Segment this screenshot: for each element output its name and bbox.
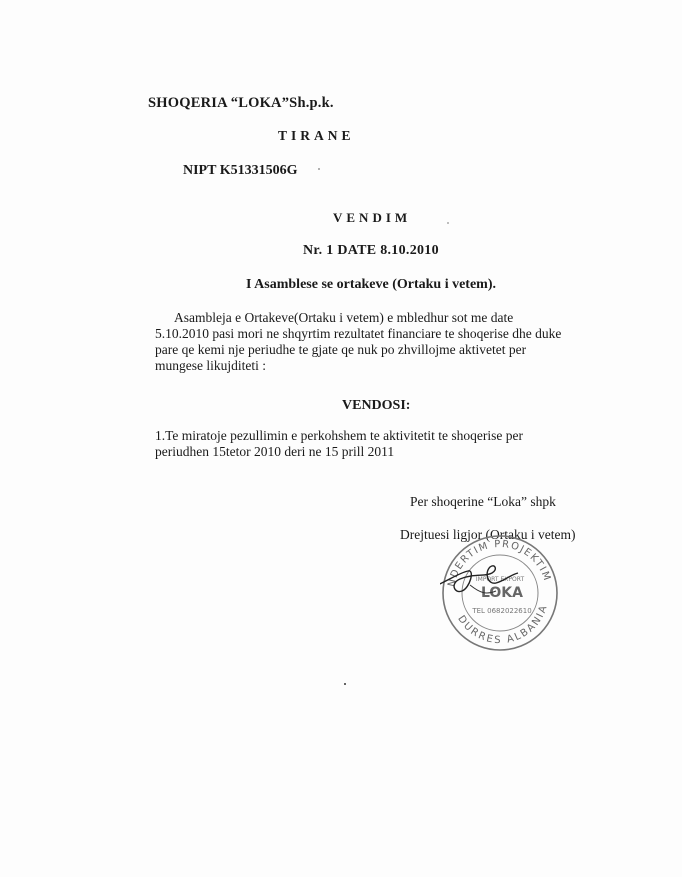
document-title: VENDIM [333,210,412,225]
body-line: mungese likujditeti : [155,358,266,373]
signature-role-line: Drejtuesi ligjor (Ortaku i vetem) [400,527,576,542]
body-line: 5.10.2010 pasi mori ne shqyrtim rezultatet financiare te shoqerise dhe duke [155,326,562,341]
city-name: TIRANE [278,128,355,143]
signature-company-line: Per shoqerine “Loka” shpk [410,494,556,509]
decision-heading: VENDOSI: [342,398,411,413]
document-subject: I Asamblese se ortakeve (Ortaku i vetem). [246,277,497,292]
scan-speck [318,168,320,170]
decision-line: 1.Te miratoje pezullimin e perkohshem te aktivitetit te shoqerise per [155,428,523,443]
stamp-phone: TEL 0682022610 [472,607,532,615]
tax-id: NIPT K51331506G [183,163,298,178]
stamp-ring-top: NDERTIM PROJEKTIM [446,538,553,588]
stamp-logo-name: LOKA [480,585,524,601]
stamp-inner-text: IMPORT EXPORT [475,576,525,583]
scan-speck [344,683,346,685]
decision-paragraph [155,428,603,460]
stamp-ring-bottom: DURRES ALBANIA [455,602,550,647]
body-line: Asambleja e Ortakeve(Ortaku i vetem) e mbledhur sot me date [174,310,514,325]
decision-line: periudhen 15tetor 2010 deri ne 15 prill 2011 [155,444,395,459]
scan-speck [447,222,449,224]
body-paragraph [155,310,603,374]
company-stamp [440,533,560,653]
document-number-date: Nr. 1 DATE 8.10.2010 [303,243,439,258]
company-name: SHOQERIA “LOKA”Sh.p.k. [148,95,334,111]
body-line: pare qe kemi nje periudhe te gjate qe nuk po zhvillojme aktivetet per [155,342,527,357]
